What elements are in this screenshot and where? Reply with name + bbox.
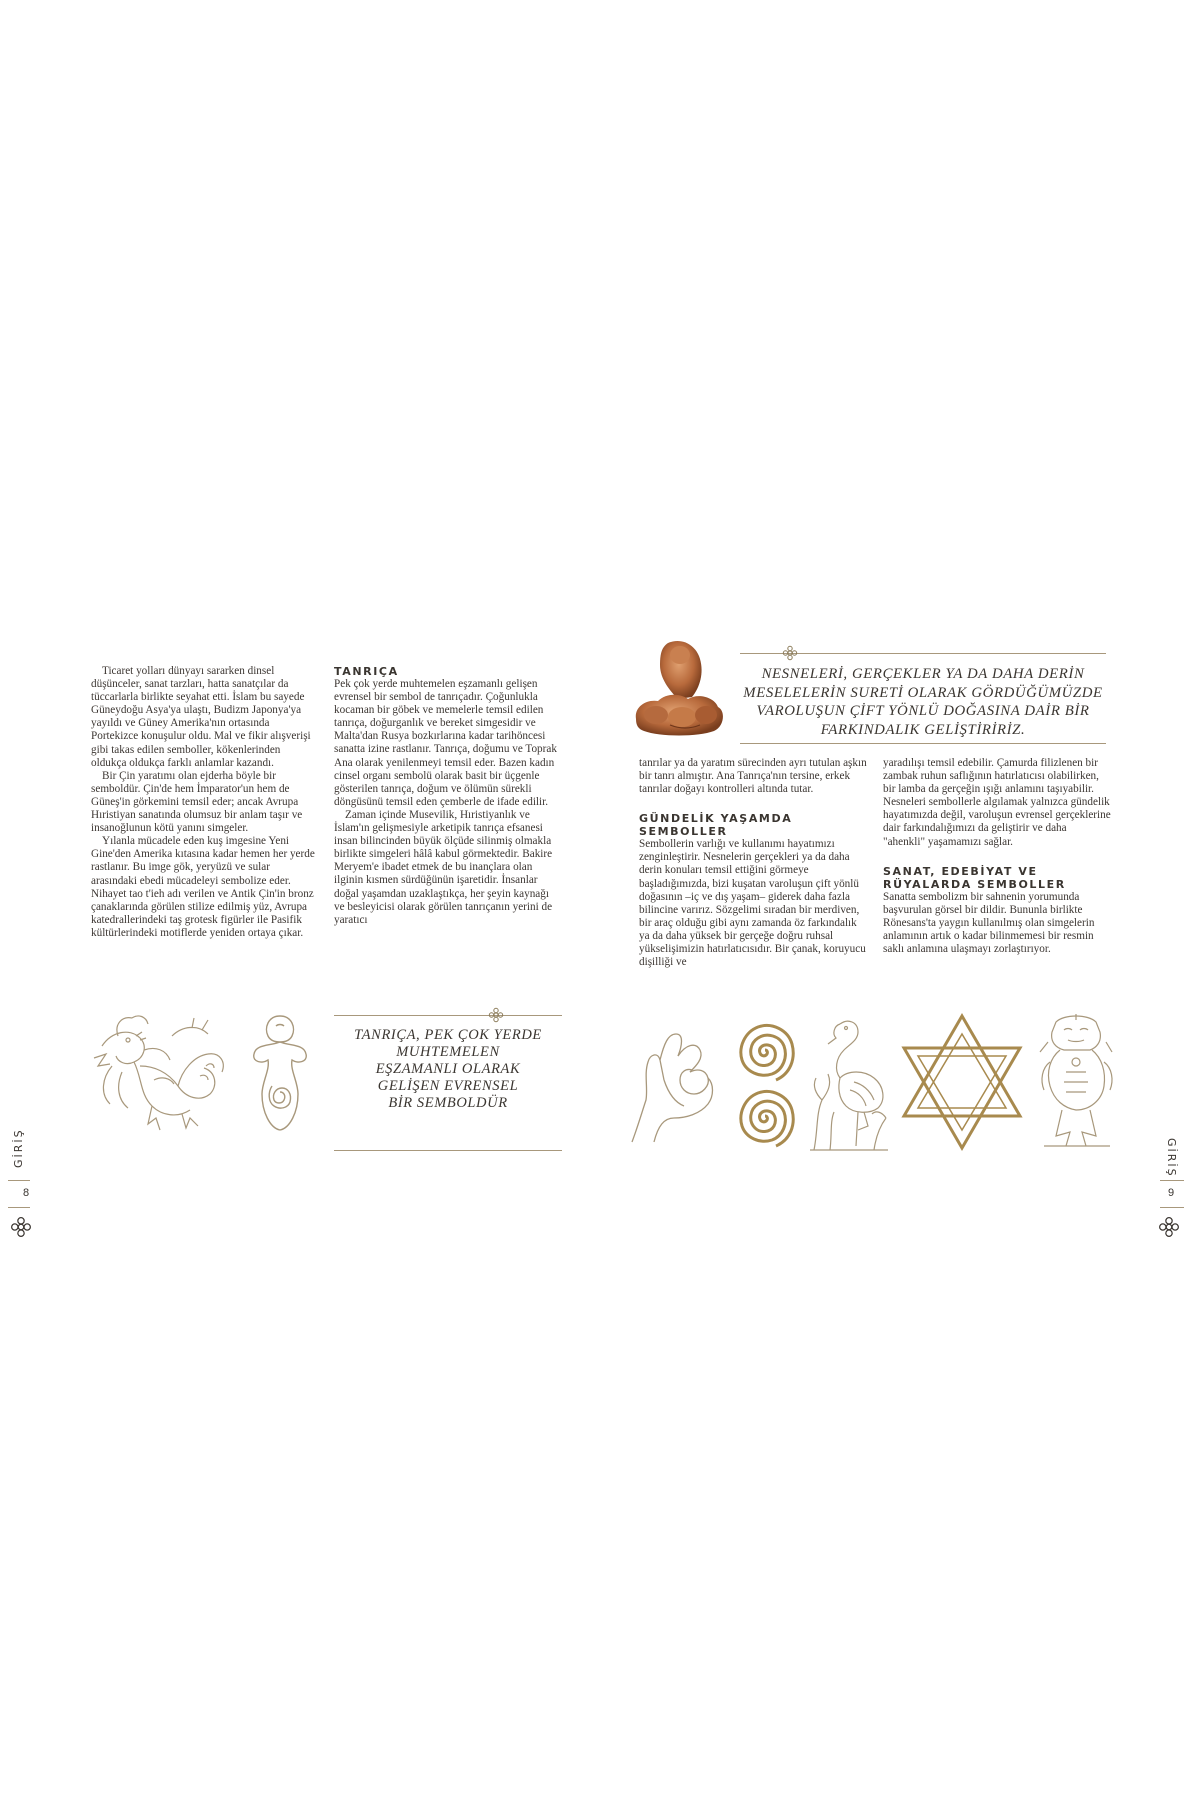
flamingo-illustration bbox=[804, 1014, 892, 1152]
pull-quote-line: MESELELERİN SURETİ OLARAK GÖRDÜĞÜMÜZDE bbox=[743, 684, 1103, 701]
flower-ornament-icon bbox=[782, 645, 798, 661]
left-pull-quote bbox=[334, 1027, 562, 1112]
left-column-2 bbox=[334, 665, 562, 927]
pull-quote-line: FARKINDALIK GELİŞTİRİRİZ. bbox=[820, 721, 1026, 738]
section-label-right: GİRİŞ bbox=[1165, 1138, 1178, 1178]
paragraph: tanrılar ya da yaratım sürecinden ayrı tutulan aşkın bir tanrı almıştır. Ana Tanrıça'nın tersine, erkek tanrılar doğayı kontrolleri altında tutar. bbox=[639, 757, 867, 796]
sanat-heading bbox=[883, 865, 1111, 891]
paragraph: Yılanla mücadele eden kuş imgesine Yeni Gine'den Amerika kıtasına kadar hemen her yerde rastlanır. Bu imge gök, yeryüzü ve sular arasındaki ebedi mücadeleyi sembolize eder. Nihayet tao t'ieh adı verilen ve Antik Çin'in bronz çanaklarında görülen stilize edilmiş yüz, Avrupa katedrallerindeki taş grotesk figürler ile Pasifik kültürlerindeki motiflerde yeniden ortaya çıkar. bbox=[91, 835, 315, 939]
tao-tieh-figure-illustration bbox=[1036, 1012, 1118, 1152]
paragraph: Bir Çin yaratımı olan ejderha böyle bir semboldür. Çin'de hem İmparator'un hem de Güneş'in görkemini temsil eder; ancak Avrupa Hıristiyan sanatında olumsuz bir anlam taşır ve insanoğlunun kötü yanını simgeler. bbox=[91, 769, 303, 835]
pull-quote-line: NESNELERİ, GERÇEKLER YA DA DAHA DERİN bbox=[761, 666, 1085, 682]
paragraph: Zaman içinde Musevilik, Hıristiyanlık ve İslam'ın gelişmesiyle arketipik tanrıça efsanesi insan bilincinden büyük ölçüde silinmiş olmakla birlikte simgeleri hâlâ kabul görmektedir. Bakire Meryem'e ibadet etmek de bu inançlara olan ilginin kısmen sürdüğünün işaretidir. İnsanlar doğal yaşamdan uzaklaştıkça, her şeyin kaynağı ve besleyicisi olarak görülen tanrıçanın yerini de yaratıcı bbox=[334, 808, 553, 926]
flower-ornament-icon bbox=[10, 1216, 32, 1238]
sanat-heading-line: RÜYALARDA SEMBOLLER bbox=[883, 877, 1066, 891]
pull-quote-line: GELİŞEN EVRENSEL bbox=[377, 1078, 519, 1094]
side-rule-left-2 bbox=[8, 1207, 30, 1208]
page-number-left: 8 bbox=[23, 1187, 30, 1199]
star-of-david-icon bbox=[900, 1012, 1024, 1152]
flower-ornament-icon bbox=[1158, 1216, 1180, 1238]
pull-quote-line: TANRIÇA, PEK ÇOK YERDE bbox=[354, 1027, 542, 1043]
side-rule-left bbox=[8, 1180, 30, 1181]
hand-mudra-illustration bbox=[624, 1022, 720, 1148]
side-rule-right bbox=[1160, 1180, 1184, 1181]
paragraph: Ticaret yolları dünyayı sararken dinsel düşünceler, sanat tarzları, hatta sanatçılar da tüccarlarla birlikte seyahat etti. İslam bu sayede Güneydoğu Asya'ya ulaştı, Budizm Japonya'ya yayıldı ve Güney Amerika'nın ortasında Portekizce konuşulur oldu. Mal ve fikir alışverişi gibi takas edilen semboller, kökenlerinden oldukça oldukça farklı anlamlar kazandı. bbox=[91, 665, 311, 769]
paragraph: Pek çok yerde muhtemelen eşzamanlı gelişen evrensel bir sembol de tanrıçadır. Çoğunlukla kocaman bir göbek ve memelerle temsil edilen tanrıça, doğurganlık ve bereket simgesidir ve Malta'dan Rusya bozkırlarına kadar tarihöncesi sanatta izine rastlanır. Tanrıça, doğumu ve Toprak Ana olarak yenilenmeyi temsil eder. Bazen kadın cinsel organı sembolü olarak basit bir üçgenle gösterilen tanrıça, doğum ve ölümün sürekli döngüsünü temsil eden çemberle de ifade edilir. bbox=[334, 678, 557, 808]
terracotta-figurine-image bbox=[630, 635, 730, 740]
pull-quote-line: MUHTEMELEN bbox=[396, 1044, 500, 1060]
pull-quote-bottom-rule bbox=[334, 1150, 562, 1151]
left-column-1 bbox=[91, 665, 316, 940]
pull-quote-line: EŞZAMANLI OLARAK bbox=[375, 1061, 521, 1077]
page-number-right: 9 bbox=[1168, 1187, 1175, 1199]
pull-quote-top-rule bbox=[334, 1015, 562, 1016]
tanrica-heading: TANRIÇA bbox=[334, 665, 399, 678]
right-column-4 bbox=[883, 757, 1111, 956]
goddess-spiral-illustration bbox=[248, 1012, 312, 1134]
right-pull-quote bbox=[740, 665, 1106, 739]
pull-quote-bottom-rule bbox=[740, 743, 1106, 744]
paragraph: Sembollerin varlığı ve kullanımı hayatımızı zenginleştirir. Nesnelerin gerçekleri ya da daha derin konuları temsil ettiğini görmeye başladığımızda, bizi kuşatan varoluşun çift yönlü doğasının –iç ve dış yaşam– giderek daha fazla bilincine varırız. Sözgelimi sıradan bir merdiven, bir araç olduğu gibi aynı zamanda öz farkındalık ya da daha yüksek bir gerçeğe doğru ruhsal yükselişimizin hatırlatıcısıdır. Bir çanak, koruyucu dişilliği ve bbox=[639, 838, 866, 969]
sanat-heading-line: SANAT, EDEBİYAT VE bbox=[883, 864, 1038, 878]
double-spiral-illustration bbox=[730, 1016, 800, 1152]
paragraph: yaradılışı temsil edebilir. Çamurda filizlenen bir zambak ruhun saflığının hatırlatıcısı olabilirken, bir lamba da gerçeğin ışığı anlamını taşıyabilir. Nesneleri sembollerle algılamak yalnızca gündelik hayatımızda değil, varoluşun evrensel gerçeklerine dair farkındalığımızı da geliştirir ve daha "ahenkli" yaşamamızı sağlar. bbox=[883, 757, 1111, 848]
right-column-3 bbox=[639, 757, 867, 969]
side-rule-right-2 bbox=[1160, 1207, 1184, 1208]
section-label-left: GİRİŞ bbox=[12, 1128, 25, 1168]
dragon-illustration bbox=[82, 1006, 232, 1136]
pull-quote-line: BİR SEMBOLDÜR bbox=[388, 1095, 508, 1111]
pull-quote-line: VAROLUŞUN ÇİFT YÖNLÜ DOĞASINA DAİR BİR bbox=[756, 703, 1090, 719]
gundelik-heading: GÜNDELİK YAŞAMDA SEMBOLLER bbox=[639, 812, 793, 839]
paragraph: Sanatta sembolizm bir sahnenin yorumunda başvurulan görsel bir dildir. Bununla birlikte Rönesans'ta yaygın kullanılmış olan simgelerin anlamının artık o kadar bilinmemesi bir resmin saklı anlamına ulaşmayı zorlaştırıyor. bbox=[883, 890, 1095, 956]
flower-ornament-icon bbox=[488, 1007, 504, 1023]
